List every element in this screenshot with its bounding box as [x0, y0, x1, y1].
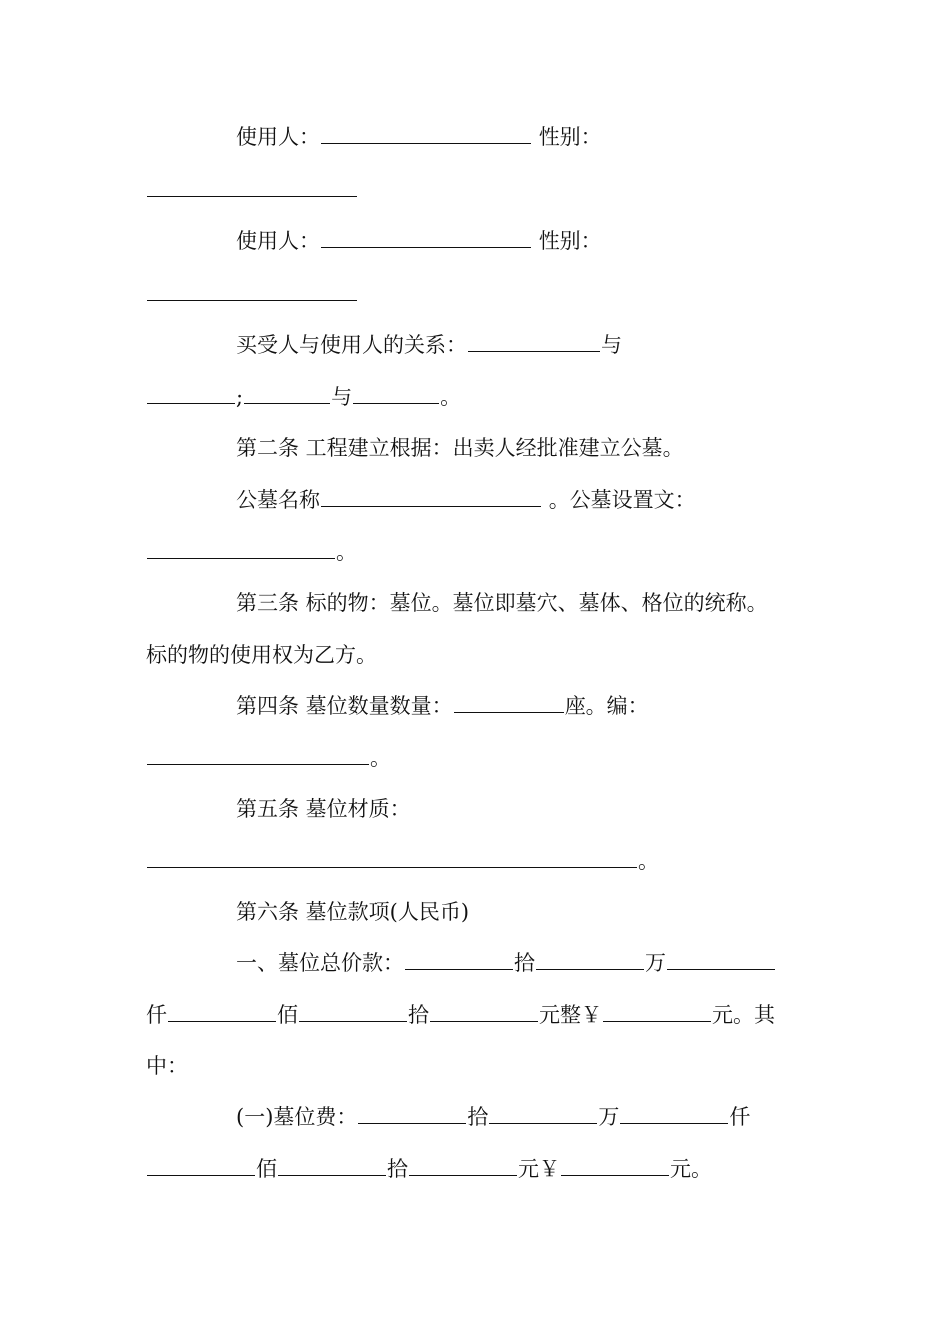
blank[interactable]: [244, 383, 330, 404]
text-period: 。: [336, 540, 357, 564]
blank-user-name[interactable]: [321, 227, 531, 248]
blank[interactable]: [168, 1001, 276, 1022]
text-semicolon: ;: [236, 385, 244, 409]
relationship-line: [0, 330, 950, 360]
blank-gender[interactable]: [147, 176, 357, 197]
article-3-continued-line: [0, 640, 950, 670]
text-of-which: 中：: [146, 1054, 188, 1078]
label-quantity: 第四条 墓位数量数量：: [236, 694, 453, 718]
label-plot-fee: (一)墓位费：: [236, 1105, 358, 1129]
unit-shi: 拾: [408, 1003, 429, 1027]
label-cemetery-doc: 。公墓设置文：: [548, 488, 696, 512]
text-period: 。: [440, 385, 462, 409]
blank[interactable]: [353, 383, 439, 404]
article-2-line: [0, 433, 950, 463]
article-3-text: 第三条 标的物：墓位。墓位即墓穴、墓体、格位的统称。: [236, 591, 768, 615]
unit-bai: 佰: [277, 1003, 298, 1027]
plot-fee-line: [0, 1102, 950, 1132]
blank-number[interactable]: [147, 744, 369, 765]
blank[interactable]: [405, 949, 513, 970]
article-6-line: [0, 897, 950, 927]
article-5-line: [0, 794, 950, 824]
cemetery-doc-line: [0, 537, 950, 567]
blank[interactable]: [409, 1155, 517, 1176]
blank-material[interactable]: [147, 847, 637, 868]
blank[interactable]: [278, 1155, 386, 1176]
unit-yuan-yen: 元整￥: [539, 1003, 602, 1027]
gender-blank-line-2: [0, 279, 950, 309]
blank[interactable]: [430, 1001, 538, 1022]
blank[interactable]: [561, 1155, 669, 1176]
unit-qian: 仟: [729, 1105, 751, 1129]
article-3-line: [0, 588, 950, 618]
article-5-material-line: [0, 846, 950, 876]
article-3-continued-text: 标的物的使用权为乙方。: [146, 643, 377, 667]
blank-user-name[interactable]: [321, 123, 531, 144]
label-cemetery-name: 公墓名称: [236, 488, 320, 512]
blank[interactable]: [620, 1103, 728, 1124]
text-and: 与: [331, 385, 353, 409]
unit-shi: 拾: [467, 1105, 489, 1129]
relationship-continued-line: [0, 382, 950, 412]
label-gender: 性别：: [538, 229, 602, 253]
blank[interactable]: [489, 1103, 597, 1124]
blank[interactable]: [536, 949, 644, 970]
blank[interactable]: [299, 1001, 407, 1022]
blank-cemetery-doc[interactable]: [147, 538, 335, 559]
unit-yuan-end: 元。: [670, 1157, 712, 1181]
total-price-of-which-line: [0, 1051, 950, 1081]
blank[interactable]: [667, 949, 775, 970]
blank-gender[interactable]: [147, 280, 357, 301]
blank[interactable]: [147, 383, 235, 404]
user-gender-line-2: [0, 226, 950, 256]
user-gender-line-1: [0, 122, 950, 152]
label-number: 座。编：: [564, 694, 649, 718]
unit-bai: 佰: [256, 1157, 277, 1181]
unit-yuan-end: 元。其: [712, 1003, 775, 1027]
article-4-line: [0, 691, 950, 721]
text-and: 与: [601, 333, 622, 357]
label-relationship: 买受人与使用人的关系：: [236, 333, 467, 357]
label-user: 使用人：: [236, 229, 320, 253]
text-period: 。: [638, 849, 659, 873]
cemetery-name-line: [0, 485, 950, 515]
plot-fee-continued-line: [0, 1154, 950, 1184]
label-gender: 性别：: [538, 125, 602, 149]
label-total-price: 一、墓位总价款：: [236, 951, 404, 975]
blank-relationship[interactable]: [468, 331, 600, 352]
blank[interactable]: [358, 1103, 466, 1124]
blank-quantity[interactable]: [454, 692, 564, 713]
unit-shi: 拾: [514, 951, 535, 975]
article-2-text: 第二条 工程建立根据：出卖人经批准建立公墓。: [236, 436, 684, 460]
unit-wan: 万: [645, 951, 666, 975]
blank[interactable]: [603, 1001, 711, 1022]
article-5-text: 第五条 墓位材质：: [236, 797, 411, 821]
article-4-number-line: [0, 743, 950, 773]
blank-cemetery-name[interactable]: [321, 486, 541, 507]
unit-shi: 拾: [387, 1157, 408, 1181]
total-price-line: [0, 948, 950, 978]
unit-yuan-yen: 元￥: [518, 1157, 560, 1181]
gender-blank-line-1: [0, 175, 950, 205]
unit-qian: 仟: [146, 1003, 167, 1027]
label-user: 使用人：: [236, 125, 320, 149]
total-price-continued-line: [0, 1000, 950, 1030]
unit-wan: 万: [598, 1105, 620, 1129]
text-period: 。: [370, 746, 391, 770]
blank[interactable]: [147, 1155, 255, 1176]
article-6-text: 第六条 墓位款项(人民币): [236, 900, 470, 924]
